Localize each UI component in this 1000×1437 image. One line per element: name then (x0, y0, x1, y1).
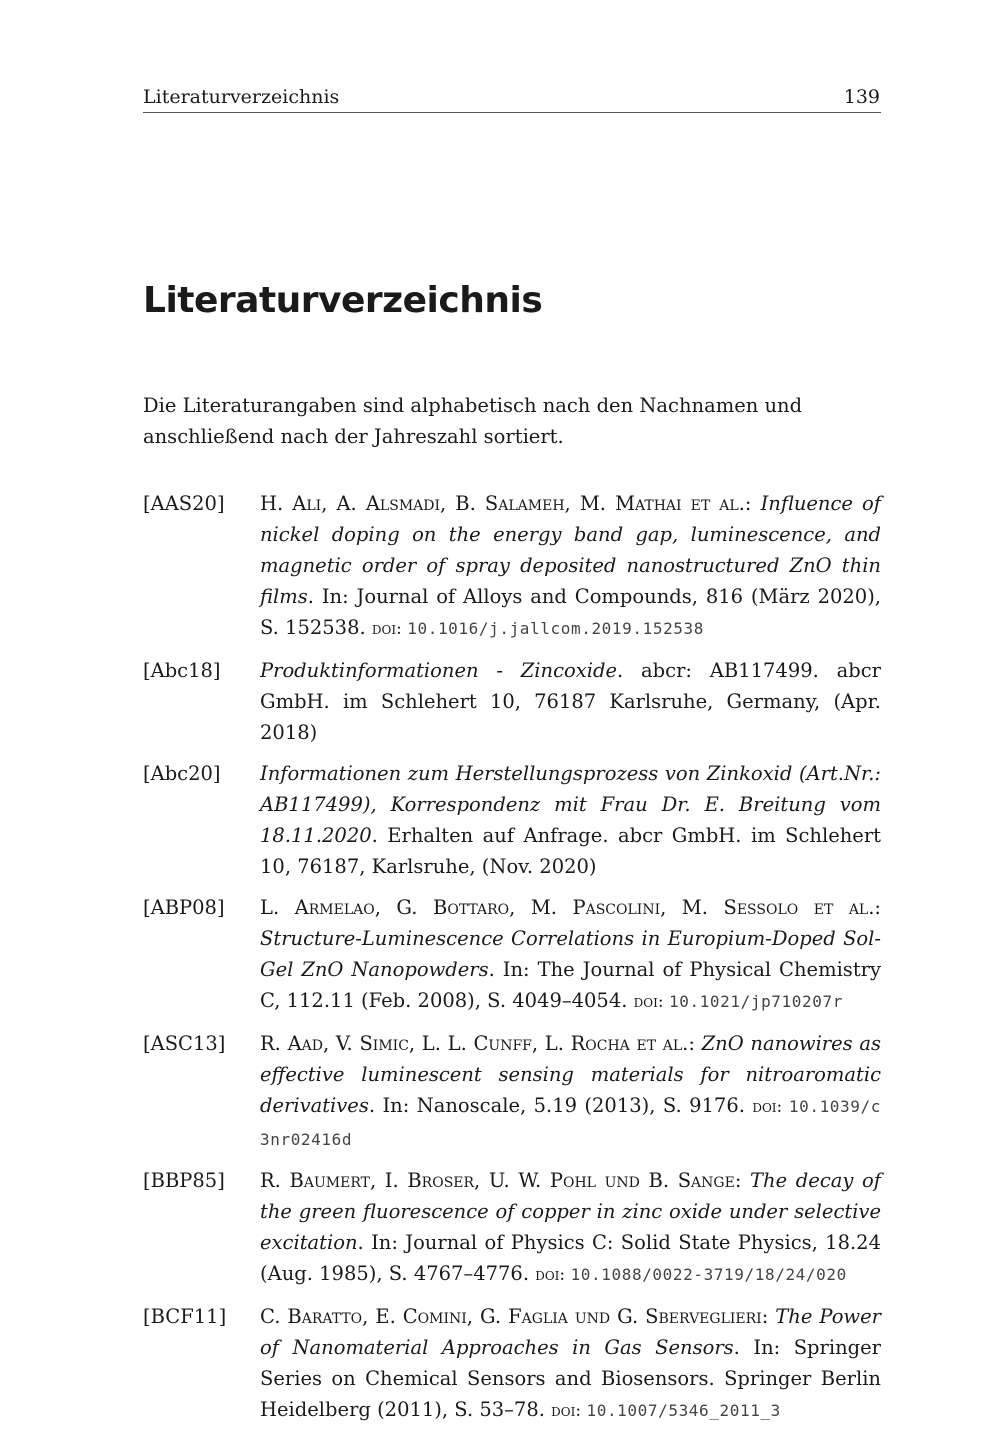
bib-authors: R. Aad, V. Simic, L. L. Cunff, L. Rocha et al.: (260, 1032, 702, 1055)
bib-key: [ABP08] (143, 896, 225, 919)
bib-title: Informationen zum Herstellungsprozess von Zinkoxid (Art.Nr.: AB117499), Korrespondenz mit Frau Dr. E. Breitung vom 18.11.2020 (260, 762, 881, 847)
bib-authors: L. Armelao, G. Bottaro, M. Pascolini, M. Sessolo et al.: (260, 896, 881, 919)
bib-source: . Erhalten auf Anfrage. abcr GmbH. im Schlehert 10, 76187, Karlsruhe, (Nov. 2020) (260, 824, 881, 878)
bib-title: Structure-Luminescence Correlations in Europium-Doped Sol-Gel ZnO Nanopowders (260, 927, 881, 981)
bib-entry (143, 758, 881, 882)
bib-source: . In: Springer Series on Chemical Sensors and Biosensors. Springer Berlin Heidelberg (2011), S. 53–78. (260, 1336, 882, 1421)
bib-key: [Abc20] (143, 762, 221, 785)
doi-link[interactable]: 10.1007/5346_2011_3 (586, 1401, 781, 1420)
doi-label: doi: (633, 992, 669, 1012)
bib-entry (143, 488, 881, 645)
bib-key: [Abc18] (143, 659, 221, 682)
bib-entry (143, 1301, 881, 1427)
bib-body (260, 1301, 881, 1427)
bib-body (260, 1028, 881, 1155)
page (143, 0, 882, 1421)
bib-authors: H. Ali, A. Alsmadi, B. Salameh, M. Mathai et al.: (260, 492, 761, 515)
bib-title: The Power of Nanomaterial Approaches in Gas Sensors (260, 1305, 881, 1359)
bib-body (260, 488, 881, 645)
bib-source: . In: Journal of Physics C: Solid State Physics, 18.24 (Aug. 1985), S. 4767–4776. (260, 1231, 881, 1285)
bib-key: [BBP85] (143, 1169, 225, 1192)
bib-key: [AAS20] (143, 492, 225, 515)
doi-label: doi: (752, 1097, 789, 1117)
running-header (143, 84, 881, 113)
bib-entry (143, 892, 881, 1018)
bib-body (260, 758, 881, 882)
bib-body (260, 892, 881, 1018)
bib-entry (143, 1028, 881, 1155)
page-number: 139 (843, 86, 880, 108)
bib-source: . In: Nanoscale, 5.19 (2013), S. 9176. (368, 1094, 753, 1117)
doi-label: doi: (371, 619, 408, 639)
intro-paragraph: Die Literaturangaben sind alphabetisch nach den Nachnamen und anschließend nach der Jahreszahl sortiert. (143, 394, 803, 448)
doi-link[interactable]: 10.1021/jp710207r (668, 992, 843, 1011)
bib-source: . abcr: AB117499. abcr GmbH. im Schlehert 10, 76187 Karlsruhe, Germany, (Apr. 2018) (260, 659, 881, 744)
doi-link[interactable]: 10.1016/j.jallcom.2019.152538 (407, 619, 705, 638)
doi-label: doi: (551, 1401, 587, 1421)
chapter-title: Literaturverzeichnis (143, 280, 543, 321)
doi-link[interactable]: 10.1039/c3nr02416d (260, 1097, 881, 1149)
bib-source: . In: Journal of Alloys and Compounds, 816 (März 2020), S. 152538. (260, 585, 881, 639)
bib-entry (143, 1165, 881, 1291)
bib-body (260, 655, 881, 748)
doi-link[interactable]: 10.1088/0022-3719/18/24/020 (570, 1265, 847, 1284)
bib-entry (143, 655, 881, 748)
bib-title: Produktinformationen - Zincoxide (260, 659, 618, 682)
bib-title: ZnO nanowires as effective luminescent sensing materials for nitroaromatic derivatives (260, 1032, 881, 1117)
bib-authors: C. Baratto, E. Comini, G. Faglia und G. Sberveglieri: (260, 1305, 776, 1328)
bib-key: [BCF11] (143, 1305, 227, 1328)
bib-key: [ASC13] (143, 1032, 226, 1055)
bibliography-list (143, 488, 881, 1437)
bib-body (260, 1165, 881, 1291)
doi-label: doi: (535, 1265, 571, 1285)
bib-authors: R. Baumert, I. Broser, U. W. Pohl und B. Sange: (260, 1169, 751, 1192)
bib-title: Influence of nickel doping on the energy band gap, luminescence, and magnetic order of spray deposited nanostructured ZnO thin films (260, 492, 881, 608)
bib-source: . In: The Journal of Physical Chemistry C, 112.11 (Feb. 2008), S. 4049–4054. (260, 958, 881, 1012)
bib-title: The decay of the green fluorescence of copper in zinc oxide under selective excitation (260, 1169, 881, 1254)
running-header-title: Literaturverzeichnis (143, 86, 340, 108)
